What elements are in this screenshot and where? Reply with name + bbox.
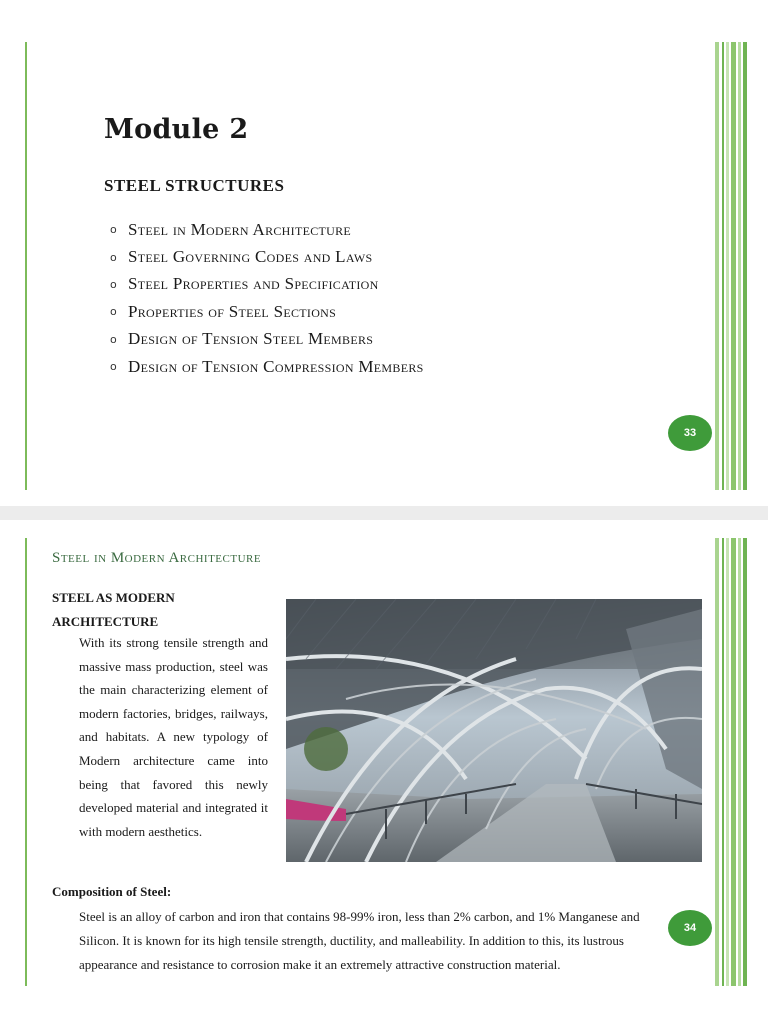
topic-label: Design of Tension Compression Members xyxy=(128,356,424,376)
left-rule xyxy=(25,538,27,986)
composition-heading: Composition of Steel: xyxy=(52,884,172,899)
topic-label: Steel Governing Codes and Laws xyxy=(128,247,373,267)
topic-item xyxy=(110,326,424,353)
topic-item xyxy=(110,353,424,380)
module-subtitle: STEEL STRUCTURES xyxy=(104,176,285,195)
topic-label: Design of Tension Steel Members xyxy=(128,329,374,349)
bullet-icon: o xyxy=(110,250,117,264)
composition-paragraph: Steel is an alloy of carbon and iron that contains 98-99% iron, less than 2% carbon, and 1% Manganese and Silicon. It is known for its high tensile strength, ductility, and malleability. In addition to this, its lustrous appearance and resistance to corrosion make it an extremely attractive construction material. xyxy=(79,909,640,972)
bullet-icon: o xyxy=(110,223,117,237)
topic-item xyxy=(110,243,424,270)
right-border-bars xyxy=(715,538,747,986)
bullet-icon: o xyxy=(110,360,117,374)
steel-bridge-photo xyxy=(286,599,702,862)
page-number-badge: 34 xyxy=(668,910,712,946)
slide-module-title xyxy=(0,0,768,506)
bullet-icon: o xyxy=(110,305,117,319)
module-title: Module 2 xyxy=(104,114,249,145)
topic-label: Properties of Steel Sections xyxy=(128,301,337,321)
right-border-bars xyxy=(715,42,747,490)
topic-item xyxy=(110,216,424,243)
page-number-badge: 33 xyxy=(668,415,712,451)
body-paragraph: With its strong tensile strength and massive mass production, steel was the main characterizing element of modern factories, bridges, railways, and habitats. A new typology of Modern architecture came into being that favored this newly developed material and integrated it with modern aesthetics. xyxy=(79,635,268,839)
topic-label: Steel Properties and Specification xyxy=(128,274,379,294)
bullet-icon: o xyxy=(110,332,117,346)
slide-steel-modern-architecture xyxy=(0,520,768,1024)
topic-item xyxy=(110,298,424,325)
topic-label: Steel in Modern Architecture xyxy=(128,219,352,239)
topic-item xyxy=(110,271,424,298)
article-heading: STEEL AS MODERN ARCHITECTURE xyxy=(52,590,175,629)
bullet-icon: o xyxy=(110,277,117,291)
section-heading: Steel in Modern Architecture xyxy=(52,550,262,566)
topic-list xyxy=(110,216,424,380)
left-rule xyxy=(25,42,27,490)
